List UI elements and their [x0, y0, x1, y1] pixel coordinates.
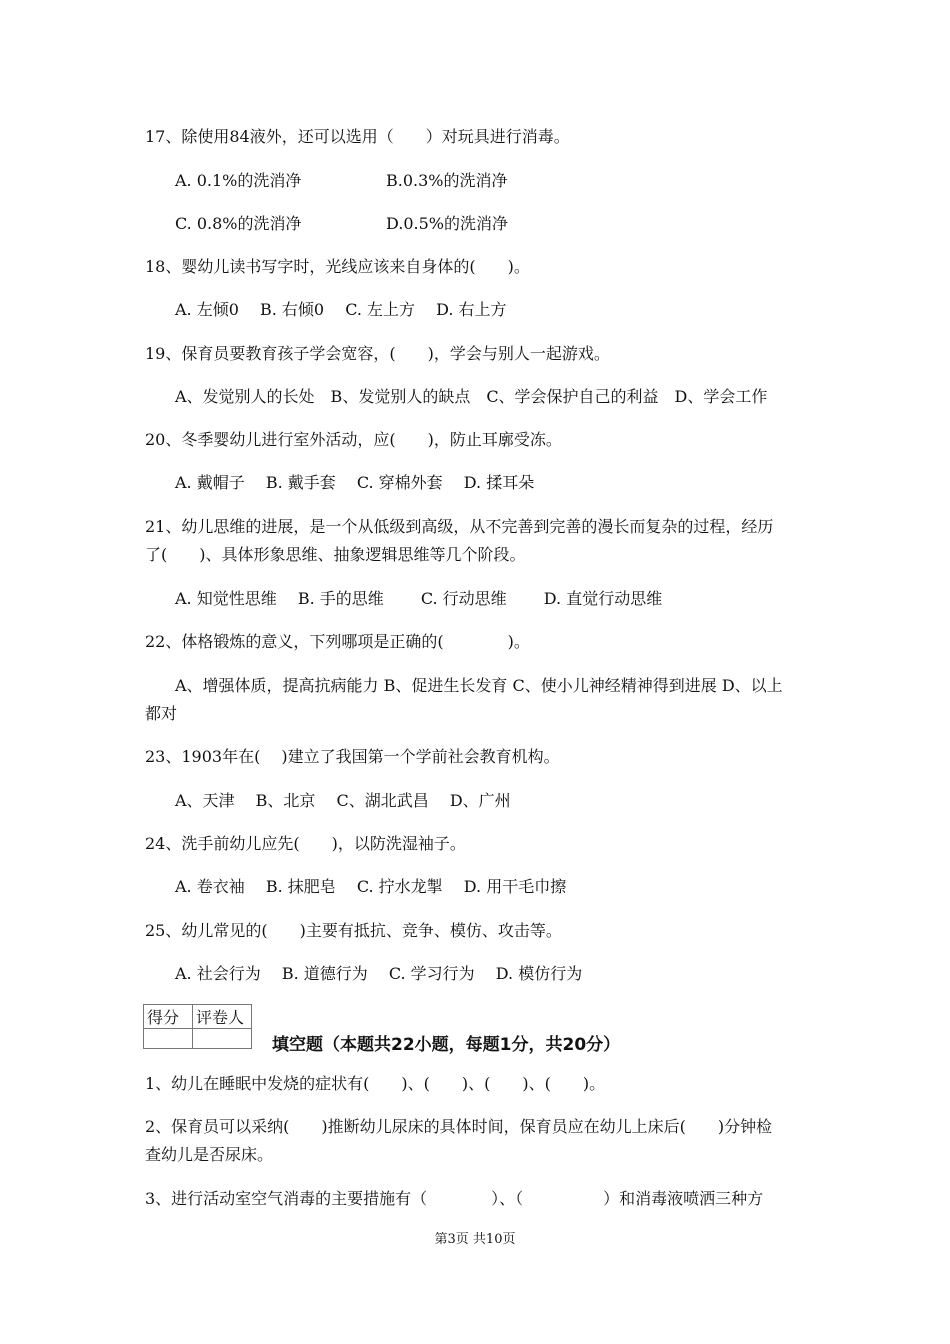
- q17-option-a: A. 0.1%的洗消净: [175, 171, 302, 190]
- fill-in-2-cont: 查幼儿是否尿床。: [145, 1145, 274, 1164]
- q24-options: A. 卷衣袖 B. 抹肥皂 C. 拧水龙掣 D. 用干毛巾擦: [175, 877, 567, 896]
- fill-in-3: 3、进行活动室空气消毒的主要措施有（ ）、（ ）和消毒液喷洒三种方: [145, 1189, 764, 1208]
- score-label: 得分: [144, 1005, 193, 1029]
- score-box: [143, 1004, 252, 1049]
- q18-options: A. 左倾0 B. 右倾0 C. 左上方 D. 右上方: [175, 300, 507, 319]
- page-footer: 第3页 共10页: [434, 1232, 516, 1247]
- fill-in-2: 2、保育员可以采纳( )推断幼儿尿床的具体时间，保育员应在幼儿上床后( )分钟检: [145, 1117, 773, 1136]
- q19-options: A、发觉别人的长处 B、发觉别人的缺点 C、学会保护自己的利益 D、学会工作: [175, 387, 768, 406]
- question-23: 23、1903年在( )建立了我国第一个学前社会教育机构。: [145, 747, 560, 766]
- question-22: 22、体格锻炼的意义，下列哪项是正确的( )。: [145, 632, 530, 651]
- question-21: 21、幼儿思维的进展，是一个从低级到高级，从不完善到完善的漫长而复杂的过程，经历: [145, 517, 774, 536]
- q22-options-cont: 都对: [145, 704, 178, 723]
- q17-option-b: B.0.3%的洗消净: [386, 171, 508, 190]
- score-cell: [144, 1029, 193, 1049]
- question-19: 19、保育员要教育孩子学会宽容，( )，学会与别人一起游戏。: [145, 344, 610, 363]
- question-25: 25、幼儿常见的( )主要有抵抗、竞争、模仿、攻击等。: [145, 921, 562, 940]
- q21-options: A. 知觉性思维 B. 手的思维 C. 行动思维 D. 直觉行动思维: [175, 589, 663, 608]
- question-24: 24、洗手前幼儿应先( )，以防洗湿袖子。: [145, 834, 466, 853]
- q20-options: A. 戴帽子 B. 戴手套 C. 穿棉外套 D. 揉耳朵: [175, 473, 535, 492]
- q17-option-d: D.0.5%的洗消净: [386, 214, 508, 233]
- grader-cell: [193, 1029, 252, 1049]
- fill-in-1: 1、幼儿在睡眠中发烧的症状有( )、( )、( )、( )。: [145, 1074, 606, 1093]
- question-17: 17、除使用84液外，还可以选用（ ）对玩具进行消毒。: [145, 127, 570, 146]
- grader-label: 评卷人: [193, 1005, 252, 1029]
- question-20: 20、冬季婴幼儿进行室外活动，应( )，防止耳廓受冻。: [145, 430, 562, 449]
- section-title: 填空题（本题共22小题，每题1分，共20分）: [272, 1035, 621, 1055]
- question-18: 18、婴幼儿读书写字时，光线应该来自身体的( )。: [145, 257, 530, 276]
- q22-options: A、增强体质，提高抗病能力 B、促进生长发育 C、使小儿神经精神得到进展 D、以上: [175, 676, 783, 695]
- question-21-cont: 了( )、具体形象思维、抽象逻辑思维等几个阶段。: [145, 545, 526, 564]
- q17-option-c: C. 0.8%的洗消净: [175, 214, 302, 233]
- q23-options: A、天津 B、北京 C、湖北武昌 D、广州: [175, 791, 511, 810]
- q25-options: A. 社会行为 B. 道德行为 C. 学习行为 D. 模仿行为: [175, 964, 583, 983]
